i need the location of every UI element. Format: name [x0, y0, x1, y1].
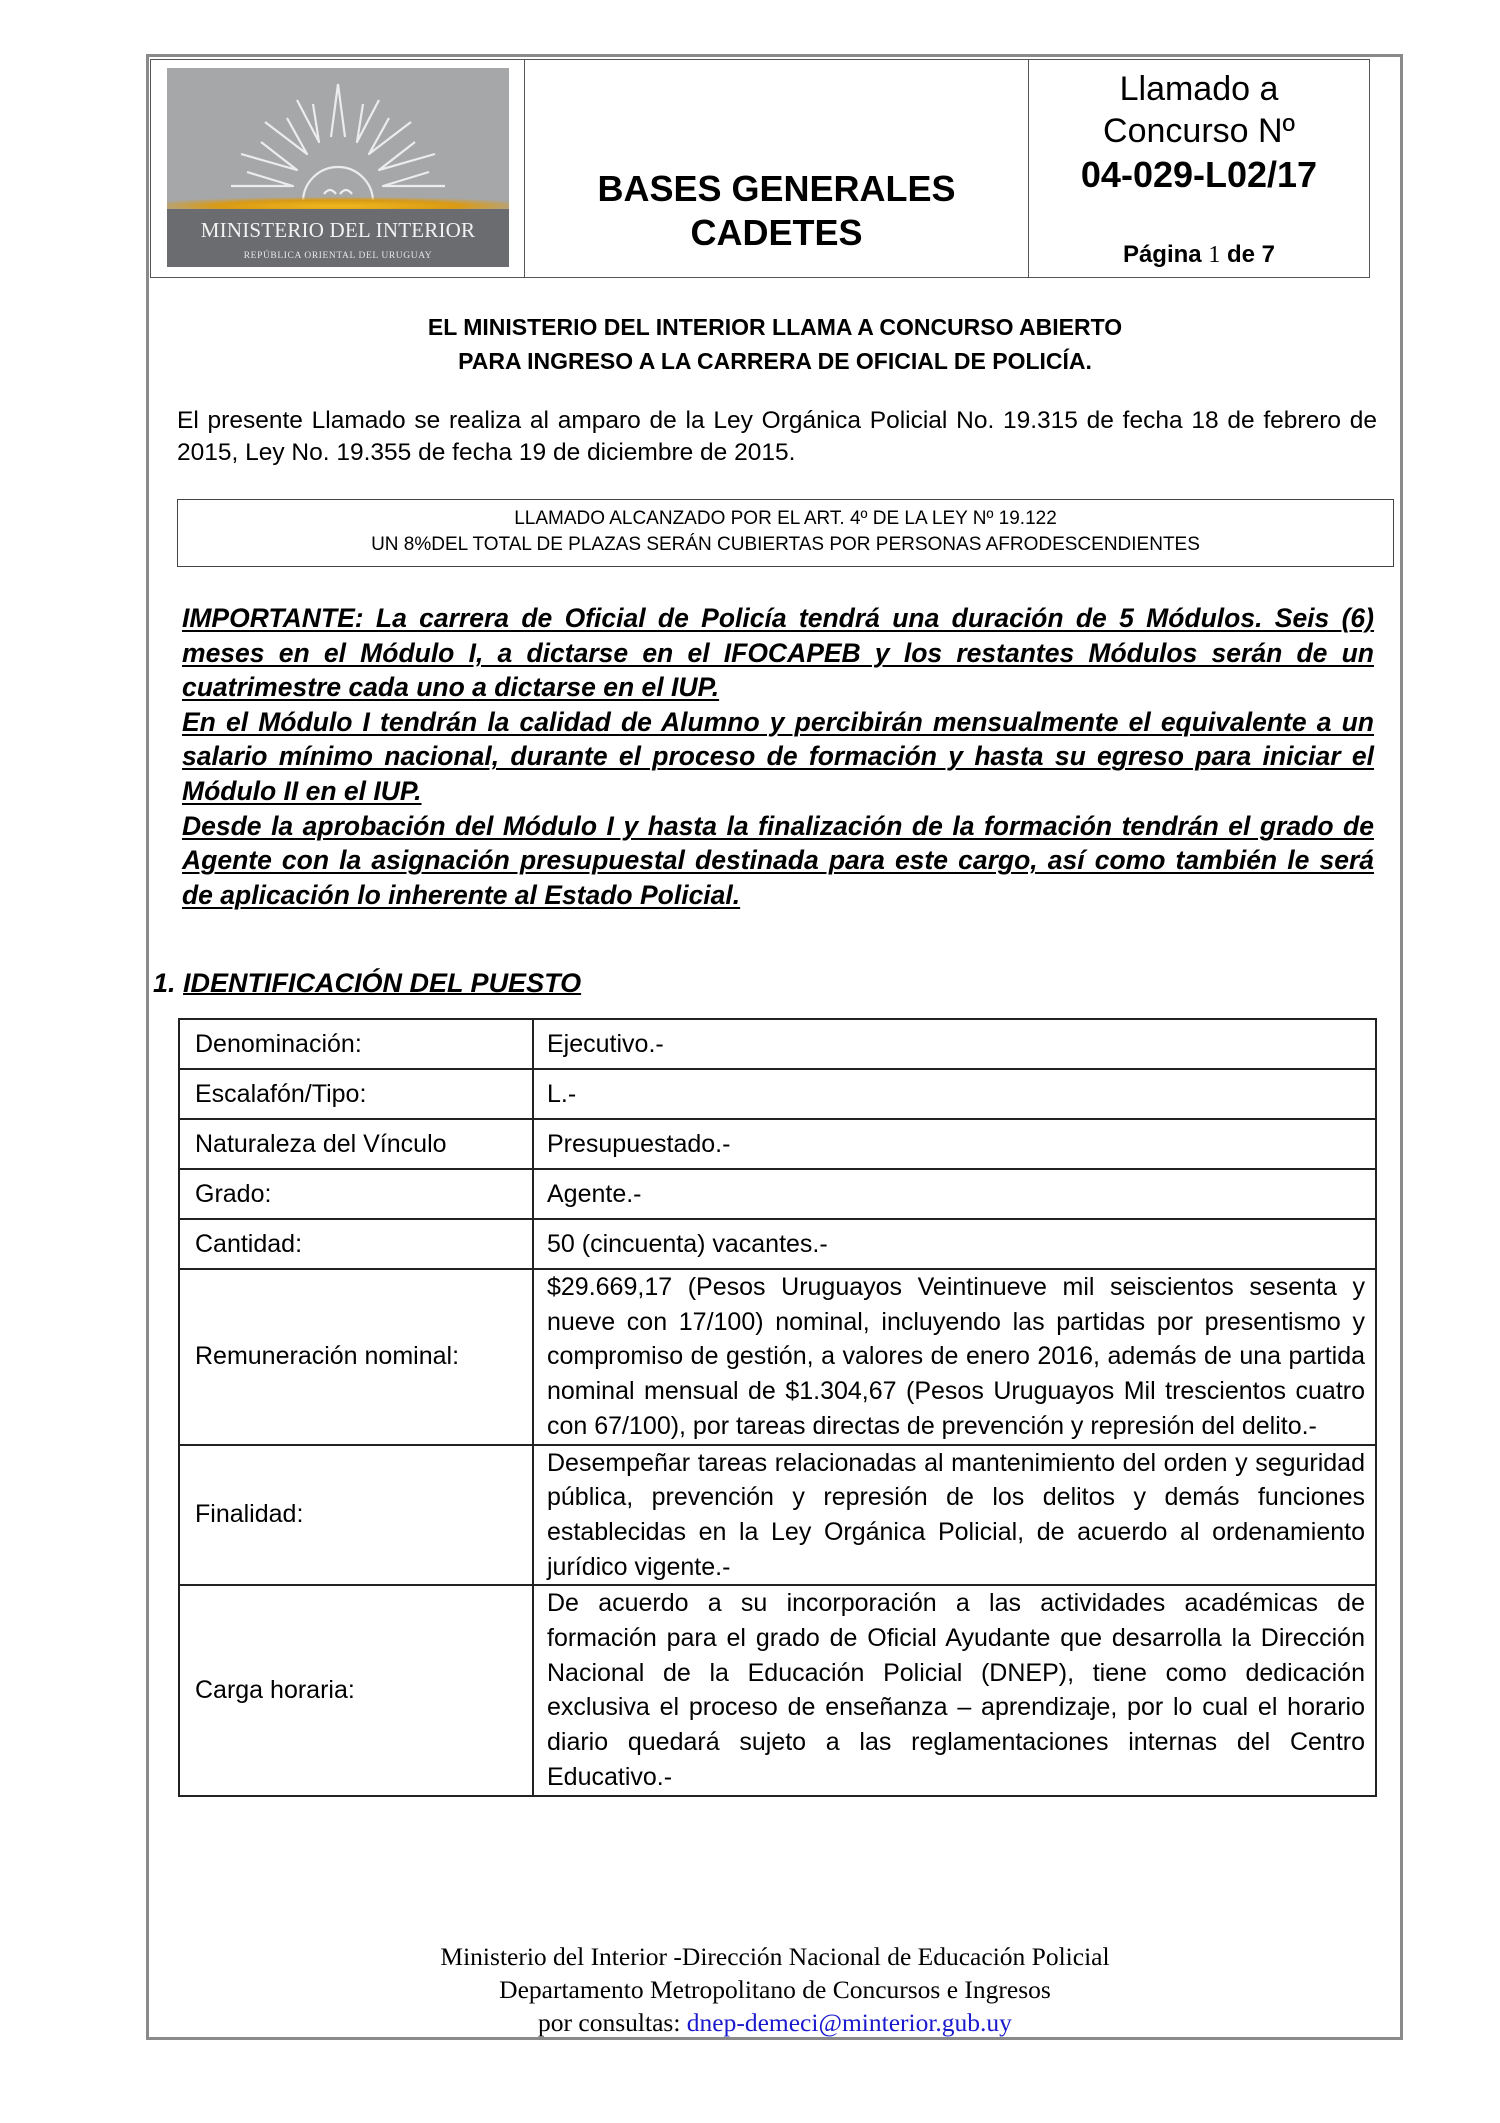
header-logo-cell [151, 60, 525, 277]
row-label: Finalidad: [179, 1445, 533, 1586]
document-title [597, 167, 955, 255]
notice-line-1: LLAMADO ALCANZADO POR EL ART. 4º DE LA LEY Nº 19.122 [514, 508, 1057, 529]
table-row [179, 1069, 1376, 1119]
footer-line-1: Ministerio del Interior -Dirección Nacional de Educación Policial [440, 1942, 1110, 1971]
heading-line-2: PARA INGRESO A LA CARRERA DE OFICIAL DE POLICÍA. [458, 348, 1092, 374]
section-title-text: IDENTIFICACIÓN DEL PUESTO [183, 968, 582, 998]
important-paragraph-1: IMPORTANTE: La carrera de Oficial de Policía tendrá una duración de 5 Módulos. Seis (6) meses en el Módulo I, a dictarse en el IFOCAPEB y los restantes Módulos serán de un cuatrimestre cada uno a dictarse en el IUP. [182, 603, 1374, 703]
page-indicator [1029, 241, 1369, 269]
table-row [179, 1585, 1376, 1795]
row-value: L.- [533, 1069, 1376, 1119]
ministry-logo [167, 68, 509, 267]
row-label: Naturaleza del Vínculo [179, 1119, 533, 1169]
logo-subtitle: REPÚBLICA ORIENTAL DEL URUGUAY [243, 251, 433, 261]
row-label: Carga horaria: [179, 1585, 533, 1795]
header-title-cell [525, 60, 1029, 277]
logo-title: MINISTERIO DEL INTERIOR [200, 218, 476, 242]
title-line-1: BASES GENERALES [597, 168, 956, 209]
row-label: Remuneración nominal: [179, 1269, 533, 1445]
call-heading [150, 310, 1400, 378]
header-call-cell [1029, 60, 1369, 277]
important-notice [182, 601, 1374, 912]
table-row [179, 1219, 1376, 1269]
call-number: 04-029-L02/17 [1080, 154, 1318, 195]
notice-box [177, 499, 1394, 567]
footer-line-2: Departamento Metropolitano de Concursos e Ingresos [499, 1975, 1051, 2004]
section-title [153, 968, 581, 999]
contact-label: por consultas: [538, 2008, 681, 2037]
row-value: Agente.- [533, 1169, 1376, 1219]
row-value: Presupuestado.- [533, 1119, 1376, 1169]
call-label-line1: Llamado a [1119, 70, 1279, 108]
intro-paragraph: El presente Llamado se realiza al amparo de la Ley Orgánica Policial No. 19.315 de fecha 18 de febrero de 2015, Ley No. 19.355 de fecha 19 de diciembre de 2015. [177, 407, 1377, 466]
page-current: 1 [1208, 242, 1221, 268]
title-line-2: CADETES [690, 212, 863, 253]
page-footer [150, 1940, 1400, 2039]
row-value: $29.669,17 (Pesos Uruguayos Veintinueve mil seiscientos sesenta y nueve con 17/100) nominal, incluyendo las partidas por presentismo y compromiso de gestión, a valores de enero 2016, además de una partida nominal mensual de $1.304,67 (Pesos Uruguayos Mil trescientos cuatro con 67/100), por tareas directas de prevención y represión del delito.- [533, 1269, 1376, 1445]
table-row [179, 1269, 1376, 1445]
notice-line-2: UN 8%DEL TOTAL DE PLAZAS SERÁN CUBIERTAS POR PERSONAS AFRODESCENDIENTES [371, 534, 1200, 555]
row-value: Desempeñar tareas relacionadas al mantenimiento del orden y seguridad pública, prevención y represión de los delitos y demás funciones establecidas en la Ley Orgánica Policial, de acuerdo al ordenamiento jurídico vigente.- [533, 1445, 1376, 1586]
page-total: de 7 [1227, 241, 1276, 268]
important-paragraph-3: Desde la aprobación del Módulo I y hasta la finalización de la formación tendrán el grado de Agente con la asignación presupuestal destinada para este cargo, así como también le será de aplicación lo inherente al Estado Policial. [182, 810, 1374, 910]
sun-of-may-emblem-icon [227, 82, 449, 212]
footer-contact [150, 2006, 1400, 2039]
section-number: 1. [153, 968, 176, 998]
row-value: Ejecutivo.- [533, 1019, 1376, 1069]
row-label: Grado: [179, 1169, 533, 1219]
call-label-line2: Concurso Nº [1103, 112, 1295, 150]
table-row [179, 1445, 1376, 1586]
contact-email-link[interactable]: dnep-demeci@minterior.gub.uy [686, 2008, 1012, 2037]
row-value: De acuerdo a su incorporación a las actividades académicas de formación para el grado de Oficial Ayudante que desarrolla la Dirección Nacional de la Educación Policial (DNEP), tiene como dedicación exclusiva el proceso de enseñanza – aprendizaje, por lo cual el horario diario quedará sujeto a las reglamentaciones internas del Centro Educativo.- [533, 1585, 1376, 1795]
table-row [179, 1119, 1376, 1169]
position-details-table [178, 1018, 1377, 1797]
heading-line-1: EL MINISTERIO DEL INTERIOR LLAMA A CONCURSO ABIERTO [427, 314, 1123, 340]
row-label: Cantidad: [179, 1219, 533, 1269]
important-paragraph-2: En el Módulo I tendrán la calidad de Alumno y percibirán mensualmente el equivalente a un salario mínimo nacional, durante el proceso de formación y hasta su egreso para iniciar el Módulo II en el IUP. [182, 706, 1374, 806]
row-value: 50 (cincuenta) vacantes.- [533, 1219, 1376, 1269]
table-row [179, 1169, 1376, 1219]
page-label: Página [1122, 241, 1202, 268]
row-label: Denominación: [179, 1019, 533, 1069]
document-header [150, 59, 1370, 278]
table-row [179, 1019, 1376, 1069]
row-label: Escalafón/Tipo: [179, 1069, 533, 1119]
